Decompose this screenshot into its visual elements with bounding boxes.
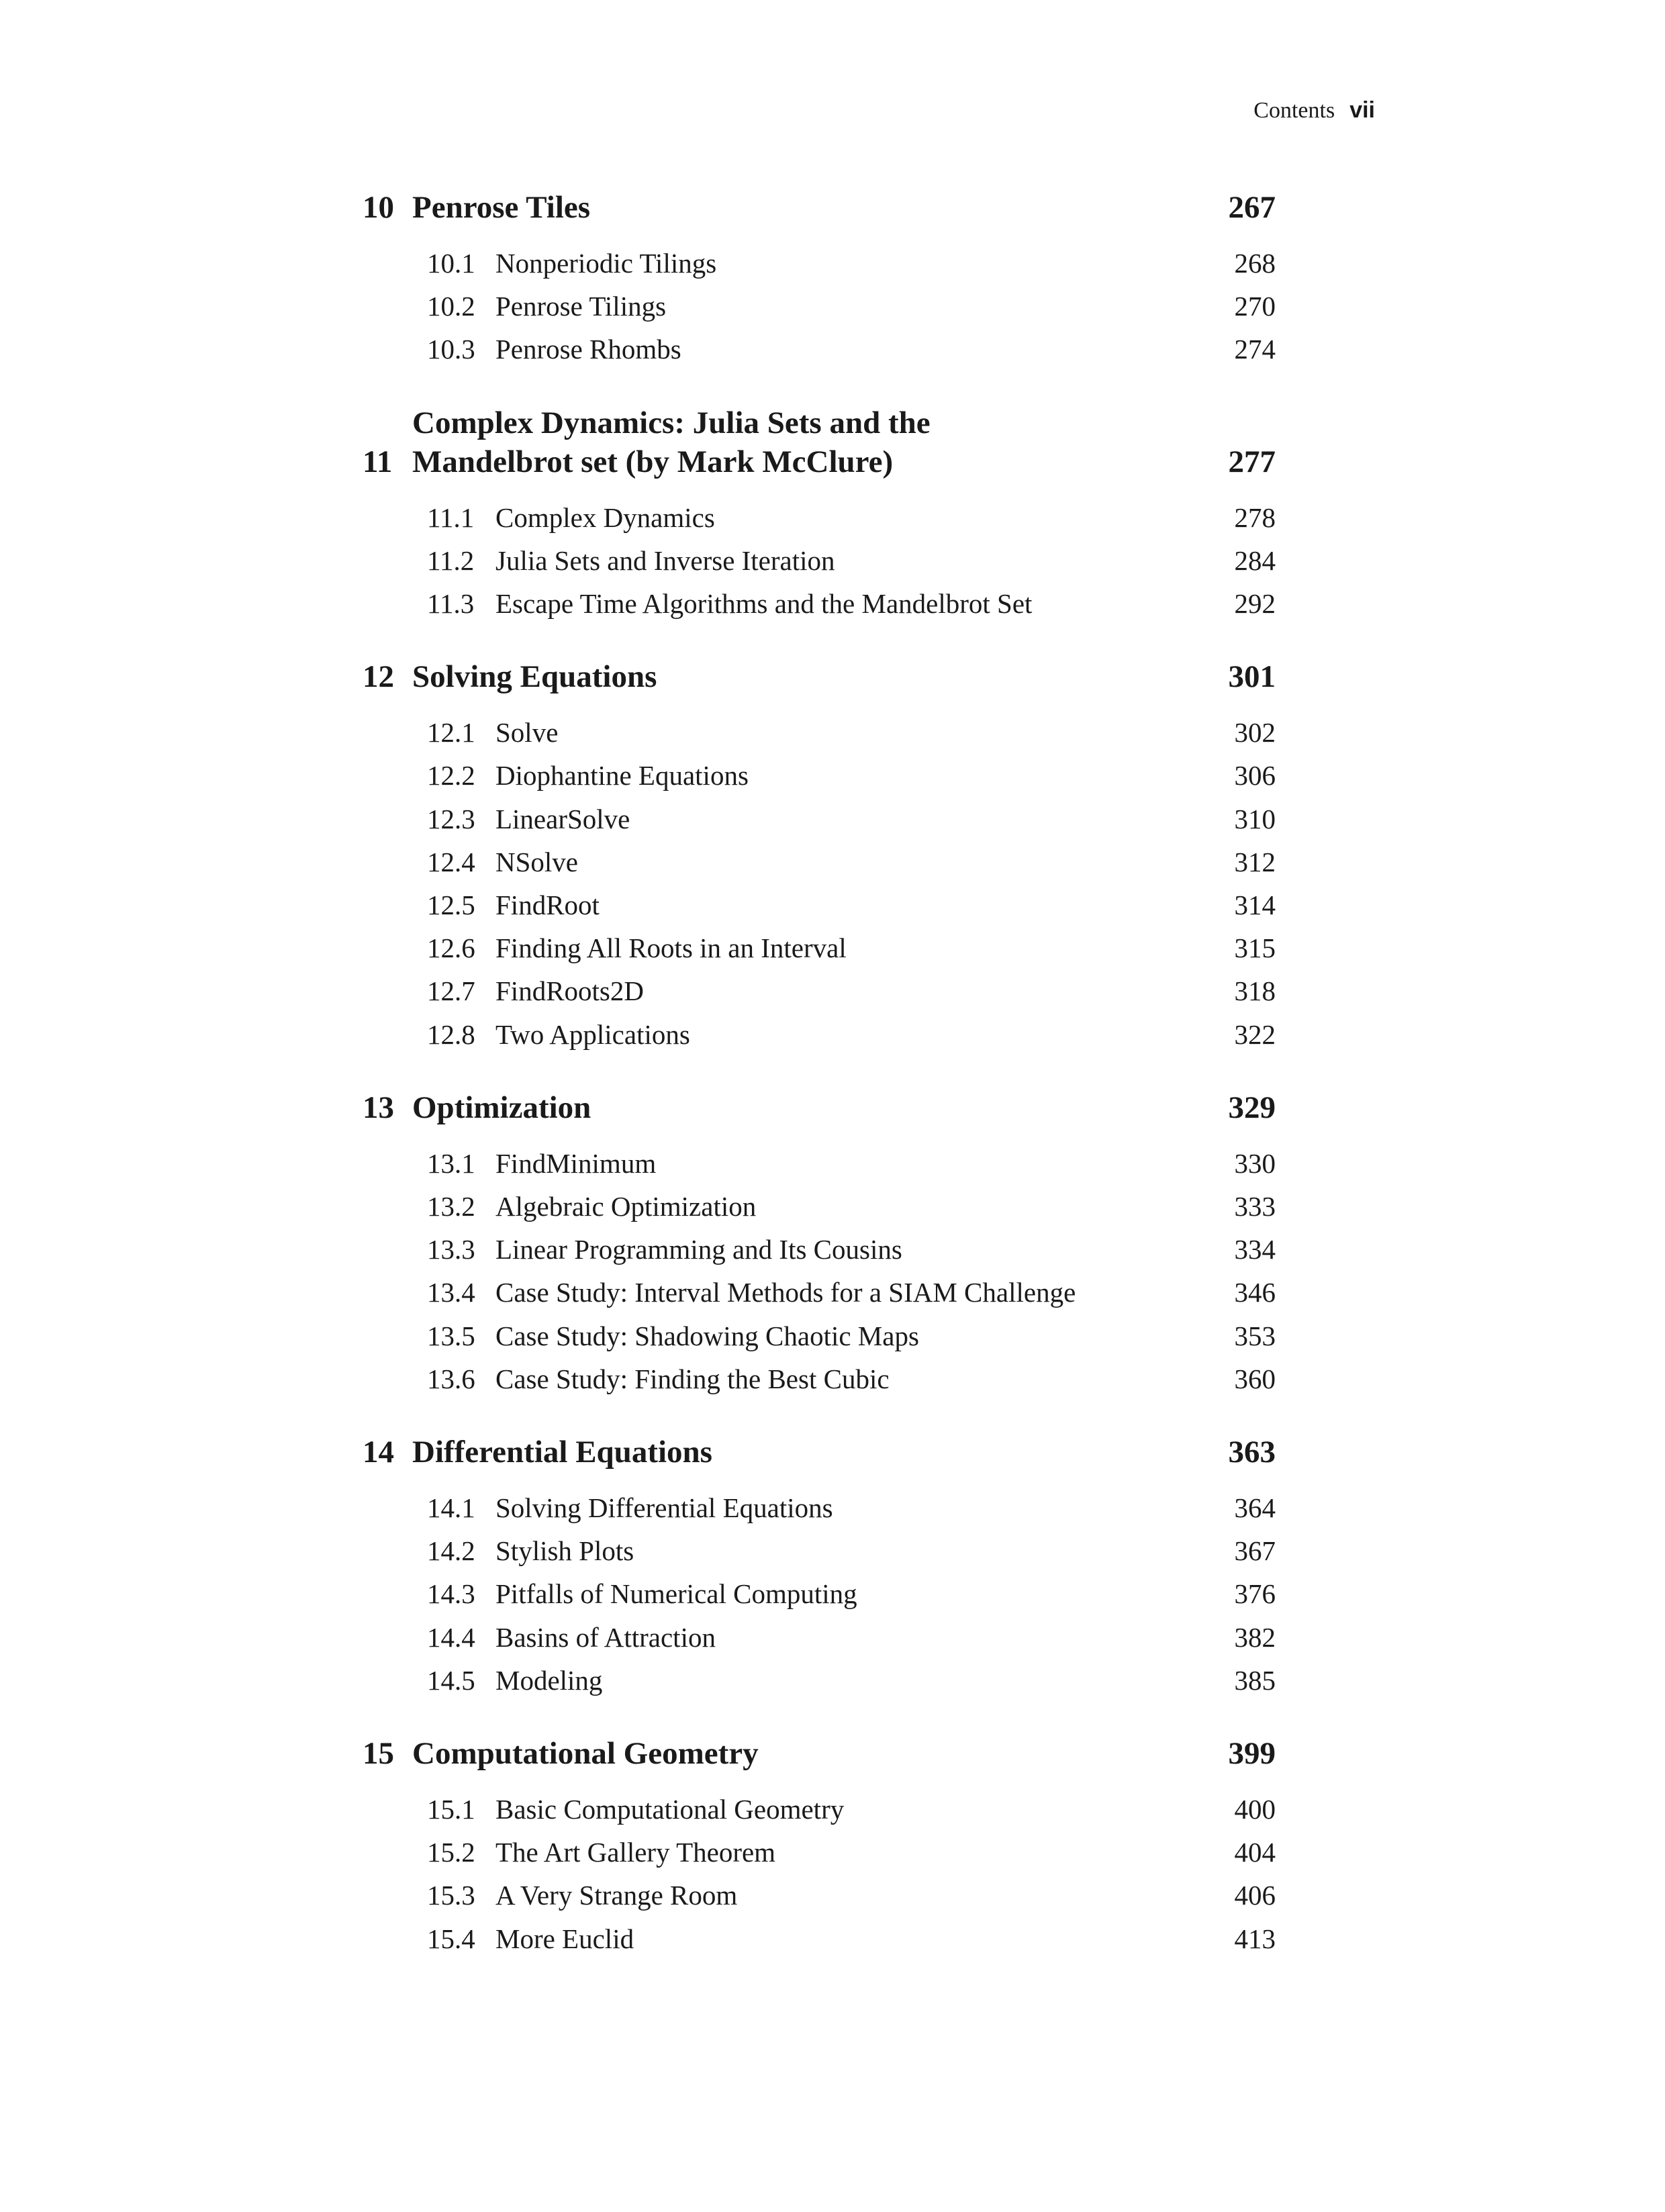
section-entry[interactable] [363, 926, 1276, 969]
section-page-number: 367 [1234, 1535, 1276, 1567]
chapter-heading[interactable] [363, 1734, 1276, 1773]
section-entry[interactable] [363, 539, 1276, 582]
section-entry[interactable] [363, 1831, 1276, 1874]
section-entry[interactable] [363, 1788, 1276, 1831]
section-title: Linear Programming and Its Cousins [495, 1234, 902, 1265]
chapter-title-line: Complex Dynamics: Julia Sets and the [412, 405, 931, 440]
section-number: 14.1 [427, 1492, 475, 1524]
section-number: 14.4 [427, 1621, 475, 1653]
chapter-title-line: Differential Equations [412, 1435, 712, 1470]
section-list [363, 711, 1276, 1056]
section-entry[interactable] [363, 840, 1276, 883]
section-page-number: 360 [1234, 1363, 1276, 1394]
section-number: 15.3 [427, 1880, 475, 1911]
chapter-title [412, 1088, 1182, 1127]
section-entry[interactable] [363, 582, 1276, 625]
section-title: FindRoot [495, 889, 600, 921]
section-entry[interactable] [363, 1314, 1276, 1357]
section-page-number: 413 [1234, 1923, 1276, 1954]
section-title: Diophantine Equations [495, 760, 749, 791]
section-page-number: 346 [1234, 1277, 1276, 1308]
chapter-page-number: 399 [1228, 1736, 1276, 1772]
section-entry[interactable] [363, 1013, 1276, 1056]
section-entry[interactable] [363, 1659, 1276, 1702]
section-title: Penrose Rhombs [495, 334, 681, 365]
section-entry[interactable] [363, 1271, 1276, 1314]
section-page-number: 270 [1234, 291, 1276, 322]
running-head [1253, 95, 1375, 126]
section-number: 10.1 [427, 248, 475, 279]
section-number: 12.4 [427, 846, 475, 877]
section-number: 12.3 [427, 803, 475, 834]
chapter-entry [363, 657, 1276, 1056]
section-page-number: 278 [1234, 501, 1276, 533]
section-number: 13.2 [427, 1191, 475, 1222]
section-page-number: 404 [1234, 1837, 1276, 1868]
section-number: 13.5 [427, 1320, 475, 1351]
table-of-contents [363, 188, 1276, 1992]
chapter-page-number: 363 [1228, 1435, 1276, 1470]
section-page-number: 406 [1234, 1880, 1276, 1911]
section-page-number: 318 [1234, 975, 1276, 1007]
section-number: 10.3 [427, 334, 475, 365]
section-title: Finding All Roots in an Interval [495, 932, 847, 964]
section-title: Stylish Plots [495, 1535, 634, 1567]
chapter-title-line: Optimization [412, 1090, 591, 1125]
chapter-entry [363, 1734, 1276, 1960]
chapter-page-number: 329 [1228, 1090, 1276, 1125]
section-list [363, 1788, 1276, 1960]
section-page-number: 322 [1234, 1018, 1276, 1050]
section-title: Basic Computational Geometry [495, 1794, 845, 1825]
chapter-heading[interactable] [363, 657, 1276, 696]
section-title: Algebraic Optimization [495, 1191, 757, 1222]
section-number: 11.1 [427, 501, 475, 533]
chapter-number: 13 [363, 1090, 394, 1125]
section-page-number: 330 [1234, 1147, 1276, 1179]
chapter-number: 14 [363, 1435, 394, 1470]
section-number: 12.6 [427, 932, 475, 964]
section-number: 12.8 [427, 1018, 475, 1050]
section-list [363, 1486, 1276, 1702]
section-title: Julia Sets and Inverse Iteration [495, 544, 835, 576]
section-entry[interactable] [363, 1917, 1276, 1960]
section-list [363, 242, 1276, 371]
section-entry[interactable] [363, 883, 1276, 926]
section-title: Basins of Attraction [495, 1621, 716, 1653]
section-list [363, 1142, 1276, 1400]
section-entry[interactable] [363, 1185, 1276, 1228]
chapter-heading[interactable] [363, 1433, 1276, 1472]
section-entry[interactable] [363, 711, 1276, 754]
section-number: 11.2 [427, 544, 475, 576]
section-page-number: 292 [1234, 588, 1276, 620]
section-page-number: 353 [1234, 1320, 1276, 1351]
chapter-title [412, 403, 1182, 481]
chapter-heading[interactable] [363, 403, 1276, 481]
section-page-number: 333 [1234, 1191, 1276, 1222]
section-title: FindRoots2D [495, 975, 644, 1007]
section-title: The Art Gallery Theorem [495, 1837, 776, 1868]
section-number: 12.7 [427, 975, 475, 1007]
section-title: Pitfalls of Numerical Computing [495, 1578, 857, 1610]
section-number: 12.5 [427, 889, 475, 921]
chapter-number: 15 [363, 1736, 394, 1772]
section-entry[interactable] [363, 754, 1276, 797]
section-entry[interactable] [363, 1874, 1276, 1917]
chapter-entry [363, 1433, 1276, 1702]
chapter-number: 11 [363, 444, 393, 479]
section-number: 14.5 [427, 1664, 475, 1696]
section-title: Case Study: Shadowing Chaotic Maps [495, 1320, 919, 1351]
section-title: FindMinimum [495, 1147, 657, 1179]
section-title: Escape Time Algorithms and the Mandelbrot Set [495, 588, 1033, 620]
section-page-number: 302 [1234, 717, 1276, 749]
section-number: 15.2 [427, 1837, 475, 1868]
section-title: Case Study: Interval Methods for a SIAM Challenge [495, 1277, 1076, 1308]
section-page-number: 376 [1234, 1578, 1276, 1610]
chapter-title [412, 657, 1182, 696]
chapter-page-number: 267 [1228, 190, 1276, 225]
chapter-number: 12 [363, 659, 394, 695]
section-entry[interactable] [363, 328, 1276, 371]
section-title: NSolve [495, 846, 578, 877]
section-entry[interactable] [363, 969, 1276, 1012]
section-number: 10.2 [427, 291, 475, 322]
section-title: Case Study: Finding the Best Cubic [495, 1363, 890, 1394]
section-page-number: 284 [1234, 544, 1276, 576]
section-entry[interactable] [363, 1529, 1276, 1572]
section-page-number: 312 [1234, 846, 1276, 877]
chapter-title-line: Penrose Tiles [412, 190, 591, 225]
chapter-number: 10 [363, 190, 394, 225]
section-number: 11.3 [427, 588, 475, 620]
section-title: Modeling [495, 1664, 603, 1696]
chapter-title-line: Computational Geometry [412, 1736, 759, 1772]
chapter-title [412, 188, 1182, 227]
chapter-entry [363, 188, 1276, 371]
section-page-number: 334 [1234, 1234, 1276, 1265]
section-page-number: 310 [1234, 803, 1276, 834]
section-title: Complex Dynamics [495, 501, 715, 533]
section-entry[interactable] [363, 1228, 1276, 1271]
chapter-entry [363, 403, 1276, 626]
section-number: 13.4 [427, 1277, 475, 1308]
section-page-number: 382 [1234, 1621, 1276, 1653]
section-title: Solving Differential Equations [495, 1492, 833, 1524]
section-number: 13.6 [427, 1363, 475, 1394]
chapter-heading[interactable] [363, 1088, 1276, 1127]
chapter-entry [363, 1088, 1276, 1400]
chapter-page-number: 277 [1228, 444, 1276, 479]
section-page-number: 315 [1234, 932, 1276, 964]
section-entry[interactable] [363, 496, 1276, 539]
section-title: LinearSolve [495, 803, 630, 834]
running-head-label: Contents [1253, 98, 1335, 123]
section-page-number: 274 [1234, 334, 1276, 365]
section-entry[interactable] [363, 242, 1276, 285]
section-number: 15.4 [427, 1923, 475, 1954]
section-entry[interactable] [363, 1142, 1276, 1185]
section-entry[interactable] [363, 1616, 1276, 1659]
section-number: 15.1 [427, 1794, 475, 1825]
section-entry[interactable] [363, 1486, 1276, 1529]
section-page-number: 400 [1234, 1794, 1276, 1825]
chapter-heading[interactable] [363, 188, 1276, 227]
section-title: Penrose Tilings [495, 291, 667, 322]
chapter-title-line: Solving Equations [412, 659, 657, 695]
section-title: A Very Strange Room [495, 1880, 738, 1911]
section-page-number: 314 [1234, 889, 1276, 921]
section-number: 12.2 [427, 760, 475, 791]
section-entry[interactable] [363, 285, 1276, 328]
section-entry[interactable] [363, 798, 1276, 840]
chapter-page-number: 301 [1228, 659, 1276, 695]
section-number: 13.3 [427, 1234, 475, 1265]
section-title: Two Applications [495, 1018, 690, 1050]
section-page-number: 306 [1234, 760, 1276, 791]
section-title: Nonperiodic Tilings [495, 248, 717, 279]
section-number: 14.3 [427, 1578, 475, 1610]
section-page-number: 385 [1234, 1664, 1276, 1696]
section-title: More Euclid [495, 1923, 634, 1954]
chapter-title-line: Mandelbrot set (by Mark McClure) [412, 444, 894, 479]
section-entry[interactable] [363, 1572, 1276, 1615]
chapter-title [412, 1433, 1182, 1472]
section-title: Solve [495, 717, 559, 749]
section-number: 13.1 [427, 1147, 475, 1179]
section-list [363, 496, 1276, 626]
chapter-title [412, 1734, 1182, 1773]
section-number: 12.1 [427, 717, 475, 749]
section-page-number: 364 [1234, 1492, 1276, 1524]
section-page-number: 268 [1234, 248, 1276, 279]
page-folio: vii [1349, 97, 1375, 123]
section-entry[interactable] [363, 1357, 1276, 1400]
section-number: 14.2 [427, 1535, 475, 1567]
